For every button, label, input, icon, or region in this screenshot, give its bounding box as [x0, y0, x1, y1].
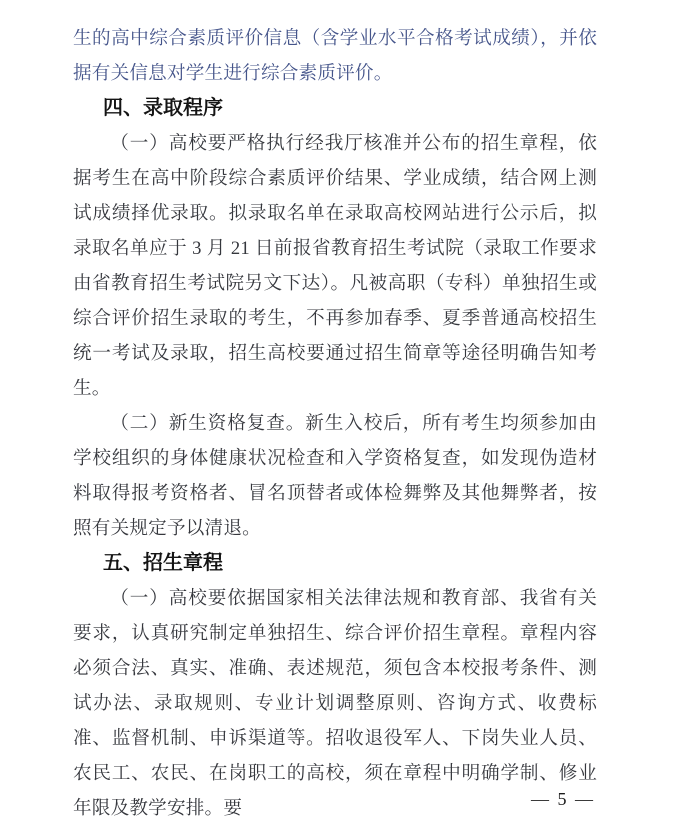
section-heading-enrollment-regulations: 五、招生章程 [103, 552, 223, 574]
page-number: — 5 — [531, 789, 595, 809]
continuation-paragraph: 生的高中综合素质评价信息（含学业水平合格考试成绩），并依据有关信息对学生进行综合素质评价。 [73, 28, 597, 84]
section-heading-admission-procedure: 四、录取程序 [103, 97, 223, 119]
paragraph-regulation-requirements: （一）高校要依据国家相关法律法规和教育部、我省有关要求，认真研究制定单独招生、综合评价招生章程。章程内容必须合法、真实、准确、表述规范，须包含本校报考条件、测试办法、录取规则、专业计划调整原则、咨询方式、收费标准、监督机制、申诉渠道等。招收退役军人、下岗失业人员、农民工、农民、在岗职工的高校，须在章程中明确学制、修业年限及教学安排。要 [73, 588, 597, 819]
paragraph-freshman-qualification-review: （二）新生资格复查。新生入校后，所有考生均须参加由学校组织的身体健康状况检查和入学资格复查，如发现伪造材料取得报考资格者、冒名顶替者或体检舞弊及其他舞弊者，按照有关规定予以清退。 [73, 413, 597, 539]
paragraph-admission-rules: （一）高校要严格执行经我厅核准并公布的招生章程，依据考生在高中阶段综合素质评价结果、学业成绩，结合网上测试成绩择优录取。拟录取名单在录取高校网站进行公示后，拟录取名单应于 3 月 21 日前报省教育招生考试院（录取工作要求由省教育招生考试院另文下达）。凡被高职（专科）单独招生或综合评价招生录取的考生，不再参加春季、夏季普通高校招生统一考试及录取，招生高校要通过招生简章等途径明确告知考生。 [73, 133, 597, 399]
